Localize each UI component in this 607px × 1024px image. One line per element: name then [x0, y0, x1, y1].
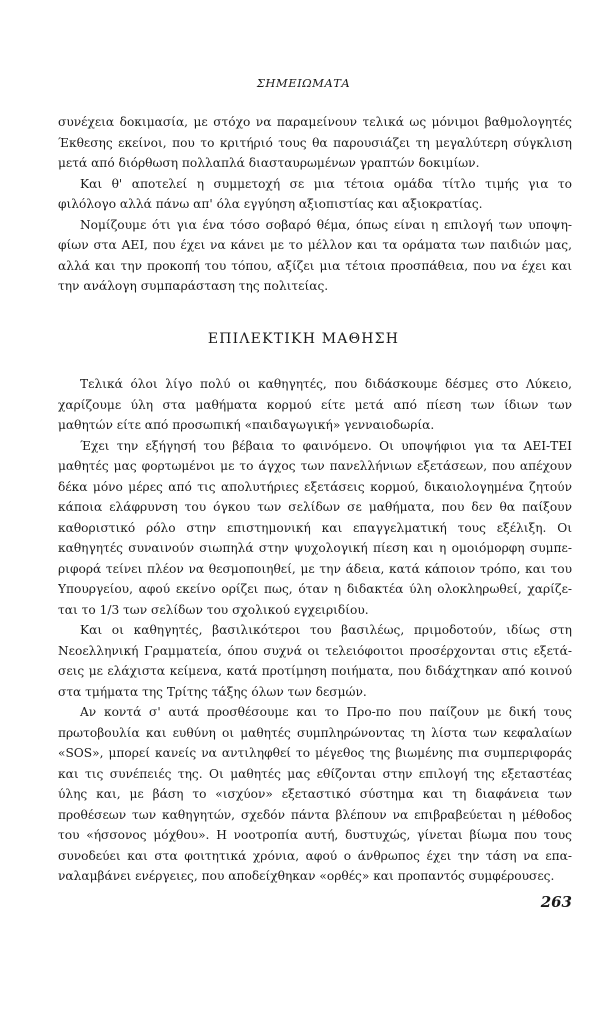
text-line: Έχει την εξήγησή του βέβαια το φαινόμενο. Οι υποψήφιοι για τα ΑΕΙ-ΤΕΙ	[80, 438, 572, 453]
text-line: Αν κοντά σ' αυτά προσθέσουμε και το Προ-πο που παίζουν με δική τους	[80, 705, 572, 719]
text-line: προθέσεων των καθηγητών, σχεδόν πάντα βλέπουν να επιβραβεύεται η μέθοδος	[58, 807, 572, 822]
text-block-notes	[58, 112, 572, 297]
text-line: αλλά και την προκοπή του τόπου, αξίζει μια τέτοια προσπάθεια, που να έχει και	[58, 258, 572, 273]
text-line: μετά από διόρθωση πολλαπλά διασταυρωμένων γραπτών δοκιμίων.	[58, 156, 480, 170]
text-line: σεις με ελάχιστα κείμενα, κατά προτίμηση ποιήματα, που διδάχτηκαν από κοινού	[58, 664, 572, 678]
text-line: ται το 1/3 των σελίδων του σχολικού εγχειριδίου.	[58, 602, 369, 617]
text-line: Τελικά όλοι λίγο πολύ οι καθηγητές, που διδάσκουμε δέσμες στο Λύκειο,	[80, 377, 572, 391]
text-line: Νομίζουμε ότι για ένα τόσο σοβαρό θέμα, όπως είναι η επιλογή των υποψη-	[80, 217, 572, 232]
text-line: καθοριστικό ρόλο στην επιστημονική και επαγγελματική τους εξέλιξη. Οι	[58, 520, 572, 535]
text-line: συνοδεύει και στα φοιτητικά χρόνια, αφού ο άνθρωπος έχει την τάση να επα-	[58, 848, 572, 863]
page-number: 263	[540, 893, 572, 911]
running-head: ΣΗΜΕΙΩΜΑΤΑ	[256, 76, 351, 90]
text-line: και τις συνέπειές της. Οι μαθητές μας εθίζονται στην επιλογή της εξεταστέας	[58, 766, 572, 781]
text-line: Νεοελληνική Γραμματεία, όπου συχνά οι τελειόφοιτοι προσέρχονται στις εξετά-	[58, 643, 572, 658]
text-line: μαθητές μας φορτωμένοι με το άγχος των πανελλήνιων εξετάσεων, που απέχουν	[58, 459, 572, 473]
text-line: Έκθεσης εκείνοι, που το κριτήριό τους θα παρουσιάζει τη μεγαλύτερη σύγκλιση	[58, 135, 572, 150]
text-line: φιλόλογο αλλά πάνω απ' όλα εγγύηση αξιοπιστίας και αξιοκρατίας.	[58, 197, 483, 211]
text-line: «SOS», μπορεί κανείς να αντιληφθεί το μέγεθος της βιωμένης πια συμπεριφοράς	[58, 746, 572, 760]
text-line: πρωτοβουλία και ευθύνη οι μαθητές συμπληρώνοντας τη λίστα των κεφαλαίων	[58, 725, 572, 740]
text-line: καθηγητές συναινούν σιωπηλά στην ψυχολογική πίεση και η ομοιόμορφη συμπε-	[58, 541, 572, 555]
text-line: ναλαμβάνει ενέργειες, που αποδείχθηκαν «ορθές» και προπαντός συμφέρουσες.	[58, 869, 555, 883]
text-line: ριφορά τείνει πλέον να θεσμοποιηθεί, με την άδεια, κατά κάποιον τρόπο, και του	[58, 561, 572, 576]
text-line: Υπουργείου, αφού εκείνο ορίζει πως, όταν η διδακτέα ύλη ολοκληρωθεί, χαρίζε-	[58, 582, 572, 596]
text-line: συνέχεια δοκιμασία, με στόχο να παραμείνουν τελικά ως μόνιμοι βαθμολογητές	[58, 115, 572, 129]
text-line: Και οι καθηγητές, βασιλικότεροι του βασιλέως, πριμοδοτούν, ιδίως στη	[80, 623, 572, 637]
text-line: κάποια ελάφρυνση του όγκου των σελίδων σε μαθήματα, που δεν θα παίξουν	[58, 500, 572, 514]
text-line: Και θ' αποτελεί η συμμετοχή σε μια τέτοια ομάδα τίτλο τιμής για το	[80, 176, 572, 191]
text-line: στα τμήματα της Τρίτης τάξης όλων των δεσμών.	[58, 684, 367, 699]
text-line: την ανάλογη συμπαράσταση της πολιτείας.	[58, 279, 329, 293]
text-line: μαθητών είτε από προσωπική «παιδαγωγική» γενναιοδωρία.	[58, 418, 435, 432]
text-line: δέκα μόνο μέρες από τις απολυτήριες εξετάσεις κορμού, δικαιολογημένα ζητούν	[58, 479, 572, 494]
text-line: φίων στα ΑΕΙ, που έχει να κάνει με το μέλλον και τα οράματα των παιδιών μας,	[58, 238, 572, 252]
section-title: ΕΠΙΛΕΚΤΙΚΗ ΜΑΘΗΣΗ	[207, 331, 400, 347]
text-block-article	[58, 374, 572, 887]
text-line: χαρίζουμε ύλη στα μαθήματα κορμού είτε μετά από πίεση των ίδιων των	[58, 397, 572, 412]
text-line: του «ήσσονος μόχθου». Η νοοτροπία αυτή, δυστυχώς, γίνεται βίωμα που τους	[58, 828, 572, 842]
text-line: ύλης και, με βάση το «ισχύον» εξεταστικό σύστημα και τη διαφάνεια των	[58, 787, 572, 801]
